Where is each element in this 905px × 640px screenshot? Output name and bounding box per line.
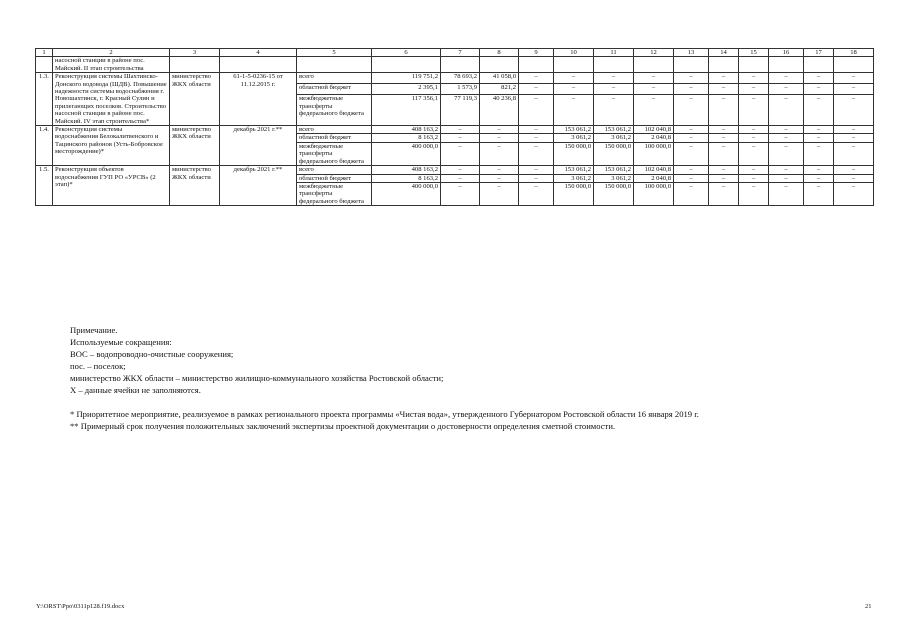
value-cell: – — [769, 73, 804, 84]
column-number: 15 — [739, 49, 769, 57]
funding-source: межбюджетные трансферты федерального бюджета — [297, 182, 372, 205]
value-cell: – — [519, 73, 554, 84]
value-cell: 102 040,8 — [634, 126, 674, 134]
value-cell: 408 163,2 — [372, 166, 441, 174]
value-cell: 3 061,2 — [594, 134, 634, 142]
value-cell: – — [441, 174, 480, 182]
value-cell: – — [519, 95, 554, 126]
value-cell: 3 061,2 — [594, 174, 634, 182]
value-cell: 77 119,3 — [441, 95, 480, 126]
value-cell: – — [804, 84, 834, 95]
value-cell: – — [769, 166, 804, 174]
value-cell: – — [480, 182, 519, 205]
project-number: 1.3. — [36, 73, 53, 126]
value-cell: – — [674, 174, 709, 182]
value-cell: – — [709, 182, 739, 205]
project-document: 61-1-5-0236-15 от 11.12.2015 г. — [220, 73, 297, 126]
value-cell: – — [834, 73, 874, 84]
column-number: 10 — [554, 49, 594, 57]
funding-source: областной бюджет — [297, 134, 372, 142]
funding-source: областной бюджет — [297, 84, 372, 95]
funding-source: межбюджетные трансферты федерального бюджета — [297, 142, 372, 165]
value-cell: 153 061,2 — [594, 166, 634, 174]
value-cell: – — [594, 95, 634, 126]
value-cell: 119 751,2 — [372, 73, 441, 84]
note-line: пос. – поселок; — [70, 361, 126, 371]
value-cell: – — [674, 95, 709, 126]
project-document: декабрь 2021 г.** — [220, 126, 297, 166]
note-line: министерство ЖКХ области – министерство жилищно-коммунального хозяйства Ростовской области; — [70, 373, 444, 383]
value-cell: – — [594, 84, 634, 95]
value-cell: 150 000,0 — [554, 182, 594, 205]
value-cell: – — [441, 126, 480, 134]
project-title: Реконструкция системы Шахтинско-Донского водовода (ШДВ). Повышение надежности системы водоснабжения г. Новошахтинск, г. Красный Сулин и прилегающих поселков. Строительство насосной станции в районе пос. Майский. IV этап строительства* — [53, 73, 170, 126]
funding-source: всего — [297, 126, 372, 134]
project-number: 1.4. — [36, 126, 53, 166]
value-cell: – — [834, 95, 874, 126]
value-cell: 100 000,0 — [634, 182, 674, 205]
value-cell: – — [804, 73, 834, 84]
value-cell: – — [519, 174, 554, 182]
value-cell: – — [769, 174, 804, 182]
project-title: Реконструкция системы водоснабжения Белокалитвенского и Тацинского районов (Усть-Бобровское месторождение)* — [53, 126, 170, 166]
column-number: 13 — [674, 49, 709, 57]
project-title: Реконструкция объектов водоснабжения ГУП РО «УРСВ» (2 этап)* — [53, 166, 170, 206]
value-cell: – — [769, 84, 804, 95]
project-executor: министерство ЖКХ области — [170, 166, 220, 206]
value-cell: 153 061,2 — [594, 126, 634, 134]
value-cell: – — [834, 126, 874, 134]
funding-source: областной бюджет — [297, 174, 372, 182]
column-number: 7 — [441, 49, 480, 57]
value-cell: – — [594, 73, 634, 84]
value-cell: 100 000,0 — [634, 142, 674, 165]
column-number: 8 — [480, 49, 519, 57]
value-cell: 150 000,0 — [554, 142, 594, 165]
value-cell: – — [834, 182, 874, 205]
value-cell: – — [480, 126, 519, 134]
value-cell: – — [769, 142, 804, 165]
project-executor: министерство ЖКХ области — [170, 73, 220, 126]
column-number: 14 — [709, 49, 739, 57]
value-cell: – — [804, 174, 834, 182]
note-line: Примечание. — [70, 325, 118, 335]
value-cell: 408 163,2 — [372, 126, 441, 134]
value-cell: – — [804, 166, 834, 174]
value-cell: – — [554, 95, 594, 126]
value-cell: – — [554, 84, 594, 95]
value-cell: 117 356,1 — [372, 95, 441, 126]
column-number: 12 — [634, 49, 674, 57]
value-cell: 8 163,2 — [372, 134, 441, 142]
value-cell: – — [739, 182, 769, 205]
value-cell: – — [834, 84, 874, 95]
value-cell: – — [709, 174, 739, 182]
value-cell: 2 395,1 — [372, 84, 441, 95]
value-cell: – — [709, 142, 739, 165]
value-cell: 400 000,0 — [372, 182, 441, 205]
funding-source: всего — [297, 166, 372, 174]
value-cell: 150 000,0 — [594, 182, 634, 205]
note-line: ВОС – водопроводно-очистные сооружения; — [70, 349, 234, 359]
value-cell: 3 061,2 — [554, 134, 594, 142]
value-cell: – — [674, 166, 709, 174]
value-cell: – — [480, 174, 519, 182]
column-number: 16 — [769, 49, 804, 57]
table-row — [36, 166, 874, 174]
value-cell: – — [834, 134, 874, 142]
value-cell: – — [739, 134, 769, 142]
value-cell: – — [769, 134, 804, 142]
value-cell: – — [709, 134, 739, 142]
column-number: 17 — [804, 49, 834, 57]
value-cell: – — [674, 142, 709, 165]
value-cell: – — [441, 134, 480, 142]
note-line: Х – данные ячейки не заполняются. — [70, 385, 201, 395]
continuation-row — [36, 57, 874, 73]
value-cell: – — [441, 182, 480, 205]
value-cell: – — [709, 95, 739, 126]
value-cell: – — [519, 134, 554, 142]
value-cell: – — [739, 73, 769, 84]
value-cell: – — [674, 73, 709, 84]
value-cell: – — [441, 142, 480, 165]
project-document: декабрь 2021 г.** — [220, 166, 297, 206]
value-cell: – — [834, 174, 874, 182]
value-cell: – — [634, 84, 674, 95]
value-cell: 3 061,2 — [554, 174, 594, 182]
value-cell: – — [834, 142, 874, 165]
footnote-expertise: ** Примерный срок получения положительных заключений экспертизы проектной документации о достоверности определения сметной стоимости. — [70, 421, 616, 431]
note-line: Используемые сокращения: — [70, 337, 172, 347]
file-path: Y:\ORST\Ppo\0311p128.f19.docx — [36, 603, 125, 610]
footnote-priority: * Приоритетное мероприятие, реализуемое в рамках регионального проекта программы «Чистая вода», утвержденного Губернатором Ростовской области 16 января 2019 г. — [70, 409, 699, 419]
funding-source: межбюджетные трансферты федерального бюджета — [297, 95, 372, 126]
value-cell: – — [519, 182, 554, 205]
value-cell: – — [674, 134, 709, 142]
value-cell: 102 040,8 — [634, 166, 674, 174]
value-cell: – — [634, 73, 674, 84]
column-number: 1 — [36, 49, 53, 57]
notes-block — [70, 324, 699, 432]
project-number: 1.5. — [36, 166, 53, 206]
value-cell: 78 693,2 — [441, 73, 480, 84]
value-cell: – — [674, 126, 709, 134]
value-cell: 1 573,9 — [441, 84, 480, 95]
value-cell: – — [674, 84, 709, 95]
value-cell: – — [769, 182, 804, 205]
value-cell: – — [769, 126, 804, 134]
value-cell: – — [634, 95, 674, 126]
value-cell: – — [674, 182, 709, 205]
value-cell: – — [804, 142, 834, 165]
value-cell: 40 236,8 — [480, 95, 519, 126]
value-cell: – — [804, 95, 834, 126]
column-number: 18 — [834, 49, 874, 57]
funding-source: всего — [297, 73, 372, 84]
value-cell: – — [709, 166, 739, 174]
page-number: 21 — [865, 603, 872, 610]
column-number: 9 — [519, 49, 554, 57]
value-cell: – — [739, 126, 769, 134]
value-cell: – — [480, 166, 519, 174]
value-cell: – — [739, 142, 769, 165]
value-cell: – — [554, 73, 594, 84]
value-cell: 153 061,2 — [554, 126, 594, 134]
table-row — [36, 126, 874, 134]
column-number: 11 — [594, 49, 634, 57]
column-number: 4 — [220, 49, 297, 57]
table-row — [36, 73, 874, 84]
value-cell: – — [519, 126, 554, 134]
value-cell: 2 040,8 — [634, 174, 674, 182]
value-cell: – — [739, 166, 769, 174]
value-cell: 150 000,0 — [594, 142, 634, 165]
value-cell: – — [441, 166, 480, 174]
column-number: 6 — [372, 49, 441, 57]
value-cell: – — [480, 134, 519, 142]
value-cell: 821,2 — [480, 84, 519, 95]
value-cell: 41 058,0 — [480, 73, 519, 84]
value-cell: – — [739, 174, 769, 182]
value-cell: – — [834, 166, 874, 174]
value-cell: – — [804, 126, 834, 134]
value-cell: 153 061,2 — [554, 166, 594, 174]
value-cell: – — [519, 142, 554, 165]
column-number-row — [36, 49, 874, 57]
value-cell: – — [480, 142, 519, 165]
value-cell: – — [519, 166, 554, 174]
value-cell: – — [739, 95, 769, 126]
column-number: 3 — [170, 49, 220, 57]
value-cell: – — [739, 84, 769, 95]
value-cell: 400 000,0 — [372, 142, 441, 165]
column-number: 5 — [297, 49, 372, 57]
value-cell: 8 163,2 — [372, 174, 441, 182]
value-cell: – — [709, 73, 739, 84]
budget-table — [35, 48, 874, 206]
project-title: насосной станции в районе пос. Майский. II этап строительства — [53, 57, 170, 73]
value-cell: 2 040,8 — [634, 134, 674, 142]
column-number: 2 — [53, 49, 170, 57]
project-executor: министерство ЖКХ области — [170, 126, 220, 166]
value-cell: – — [709, 84, 739, 95]
value-cell: – — [804, 134, 834, 142]
value-cell: – — [519, 84, 554, 95]
value-cell: – — [709, 126, 739, 134]
value-cell: – — [804, 182, 834, 205]
value-cell: – — [769, 95, 804, 126]
